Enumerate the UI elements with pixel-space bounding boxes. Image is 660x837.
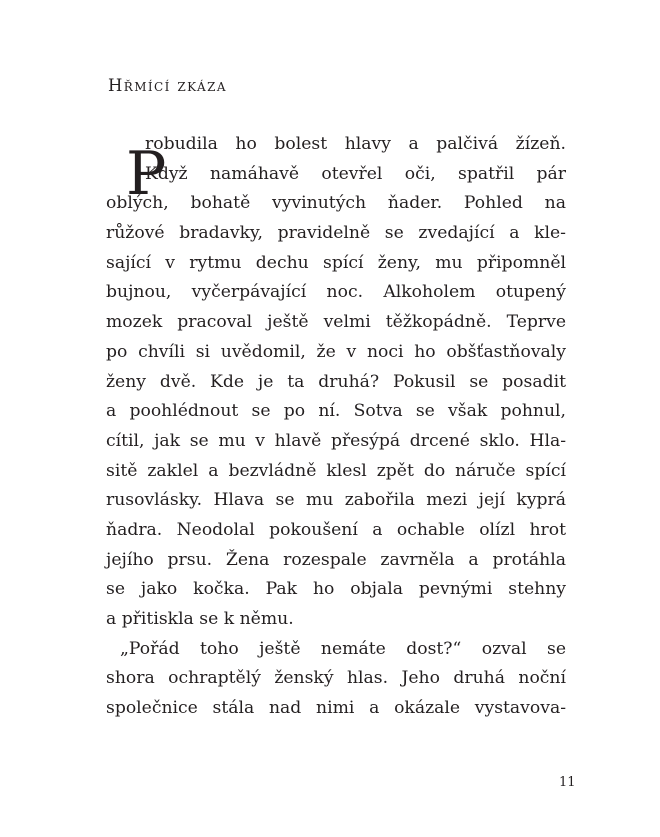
text-line: jejího prsu. Žena rozespale zavrněla a protáhla xyxy=(106,549,566,570)
text-line: společnice stála nad nimi a okázale vystavova- xyxy=(106,698,566,719)
body-text xyxy=(106,130,566,724)
text-line: se jako kočka. Pak ho objala pevnými stehny xyxy=(106,579,566,600)
text-line: rusovlásky. Hlava se mu zabořila mezi její kyprá xyxy=(106,490,566,511)
text-line: po chvíli si uvědomil, že v noci ho obšťastňovaly xyxy=(106,341,566,362)
text-line: oblých, bohatě vyvinutých ňader. Pohled na xyxy=(106,193,566,214)
text-line: a poohlédnout se po ní. Sotva se však pohnul, xyxy=(106,401,566,422)
text-line: sitě zaklel a bezvládně klesl zpět do náruče spící xyxy=(106,460,566,481)
chapter-title: Hřmící zkáza xyxy=(108,76,227,95)
text-line: ženy dvě. Kde je ta druhá? Pokusil se posadit xyxy=(106,371,566,392)
text-line: a přitiskla se k němu. xyxy=(106,609,294,629)
text-line: cítil, jak se mu v hlavě přesýpá drcené sklo. Hla- xyxy=(106,430,566,451)
text-line: růžové bradavky, pravidelně se zvedající a kle- xyxy=(106,223,566,244)
text-line: „Pořád toho ještě nemáte dost?“ ozval se xyxy=(120,638,566,659)
text-line: ňadra. Neodolal pokoušení a ochable olízl hrot xyxy=(106,519,566,540)
text-line: mozek pracoval ještě velmi těžkopádně. Teprve xyxy=(106,312,566,333)
text-line: Když namáhavě otevřel oči, spatřil pár xyxy=(145,163,566,184)
page-number: 11 xyxy=(559,775,576,790)
text-line: shora ochraptělý ženský hlas. Jeho druhá noční xyxy=(106,668,566,689)
text-line: sající v rytmu dechu spící ženy, mu připomněl xyxy=(106,252,566,273)
drop-cap: P xyxy=(126,139,167,209)
text-line: robudila ho bolest hlavy a palčivá žízeň. xyxy=(145,134,566,154)
text-line: bujnou, vyčerpávající noc. Alkoholem otupený xyxy=(106,282,566,303)
